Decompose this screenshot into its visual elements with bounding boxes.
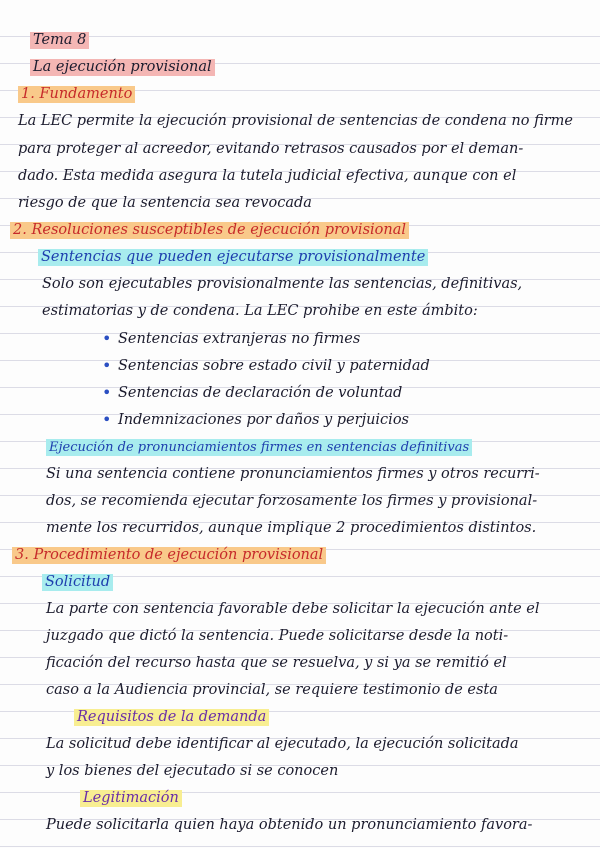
section-1-line-3: dado. Esta medida asegura la tutela judicial efectiva, aunque con el <box>18 168 517 184</box>
section-1-line-1: La LEC permite la ejecución provisional de sentencias de condena no firme <box>18 113 574 129</box>
section-2-sub-1-line-2: estimatorias y de condena. La LEC prohibe en este ámbito: <box>42 303 478 319</box>
section-3-sub-1-line-2: juzgado que dictó la sentencia. Puede solicitarse desde la noti- <box>46 628 509 644</box>
bullet-dot: • <box>102 329 112 348</box>
topic-text: Tema 8 <box>30 32 89 49</box>
section-2-sub-2-line-3: mente los recurridos, aunque implique 2 procedimientos distintos. <box>46 520 537 536</box>
section-3-sub-2-line-1: La solicitud debe identificar al ejecutado, la ejecución solicitada <box>46 736 519 752</box>
section-2-sub-2-heading <box>46 437 472 457</box>
section-3-sub-1-heading <box>42 572 113 592</box>
section-3-sub-1-line-3: ficación del recurso hasta que se resuelva, y si ya se remitió el <box>46 655 507 671</box>
section-3-sub-1-line-1: La parte con sentencia favorable debe solicitar la ejecución ante el <box>46 601 540 617</box>
section-3-heading-text: 3. Procedimiento de ejecución provisional <box>12 547 326 564</box>
section-3-heading <box>12 545 326 565</box>
section-2-heading <box>10 220 409 240</box>
page-title-text: La ejecución provisional <box>30 59 215 76</box>
bullet-dot: • <box>102 356 112 375</box>
section-1-heading-text: 1. Fundamento <box>18 86 135 103</box>
section-2-heading-text: 2. Resoluciones susceptibles de ejecución provisional <box>10 222 409 239</box>
section-3-sub-3-heading <box>80 788 182 808</box>
section-2-sub-1-line-1: Solo son ejecutables provisionalmente las sentencias, definitivas, <box>42 276 523 292</box>
section-2-sub-2-heading-text: Ejecución de pronunciamientos firmes en sentencias definitivas <box>46 439 472 456</box>
bullet-item-1: Sentencias extranjeras no firmes <box>118 331 361 347</box>
section-2-sub-1-heading <box>38 247 428 267</box>
bullet-dot: • <box>102 383 112 402</box>
section-2-sub-1-heading-text: Sentencias que pueden ejecutarse provisionalmente <box>38 249 428 266</box>
section-3-sub-3-heading-text: Legitimación <box>80 790 182 807</box>
bullet-item-4: Indemnizaciones por daños y perjuicios <box>118 412 409 428</box>
section-1-heading <box>18 84 135 104</box>
page-title <box>30 57 215 77</box>
section-3-sub-2-line-2: y los bienes del ejecutado si se conocen <box>46 763 339 779</box>
section-2-sub-2-line-1: Si una sentencia contiene pronunciamientos firmes y otros recurri- <box>46 466 540 482</box>
bullet-item-3: Sentencias de declaración de voluntad <box>118 385 403 401</box>
section-3-sub-3-line-1: Puede solicitarla quien haya obtenido un pronunciamiento favora- <box>46 817 533 833</box>
section-3-sub-1-heading-text: Solicitud <box>42 574 113 591</box>
section-2-sub-2-line-2: dos, se recomienda ejecutar forzosamente los firmes y provisional- <box>46 493 538 509</box>
section-1-line-4: riesgo de que la sentencia sea revocada <box>18 195 312 211</box>
section-1-line-2: para proteger al acreedor, evitando retrasos causados por el deman- <box>18 141 524 157</box>
bullet-dot: • <box>102 410 112 429</box>
section-3-sub-2-heading-text: Requisitos de la demanda <box>74 709 269 726</box>
section-3-sub-1-line-4: caso a la Audiencia provincial, se requiere testimonio de esta <box>46 682 498 698</box>
bullet-item-2: Sentencias sobre estado civil y paternidad <box>118 358 430 374</box>
section-3-sub-2-heading <box>74 707 269 727</box>
topic-label <box>30 30 89 50</box>
